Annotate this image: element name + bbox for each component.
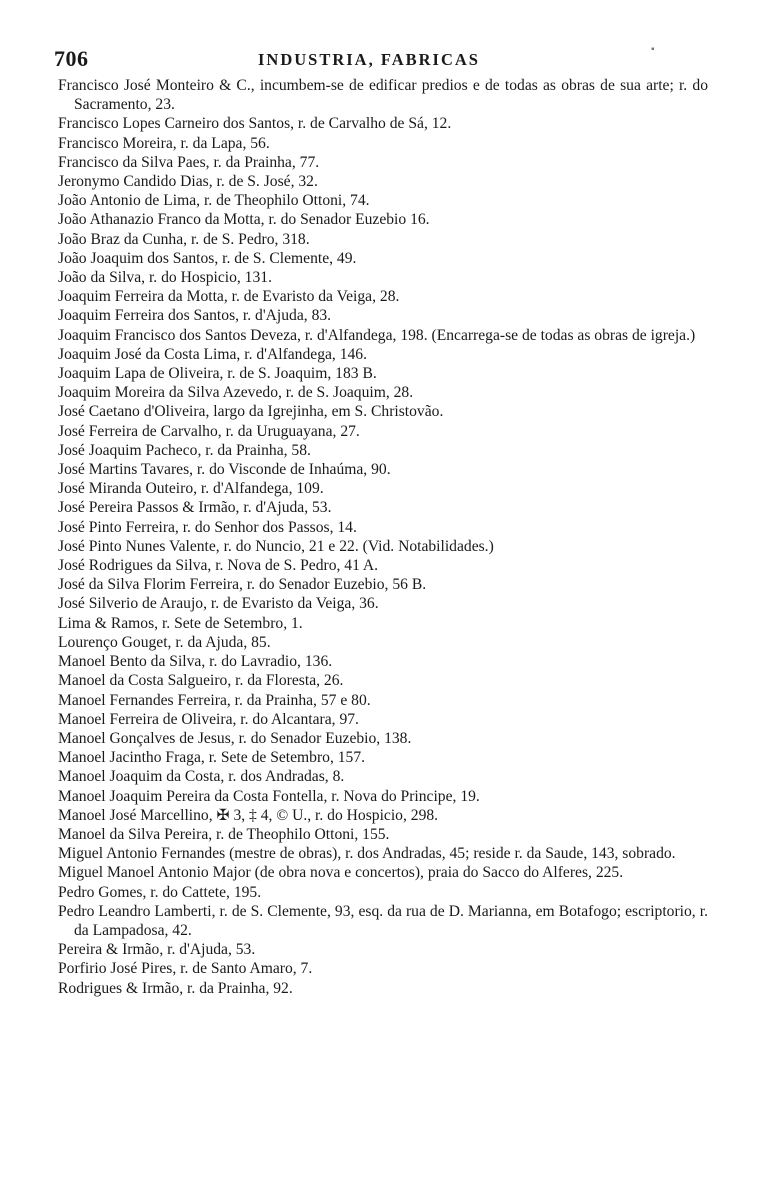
list-item: Manoel Fernandes Ferreira, r. da Prainha, 57 e 80.	[58, 691, 371, 709]
list-item: Francisco Moreira, r. da Lapa, 56.	[58, 134, 270, 152]
list-item: José Silverio de Araujo, r. de Evaristo da Veiga, 36.	[58, 595, 379, 613]
list-item: Pedro Leandro Lamberti, r. de S. Clemente, 93, esq. da rua de D. Marianna, em Botafogo; escriptorio, r. da Lampadosa, 42.	[58, 902, 708, 939]
list-item: João Braz da Cunha, r. de S. Pedro, 318.	[58, 230, 310, 248]
list-item: José Joaquim Pacheco, r. da Prainha, 58.	[58, 441, 311, 459]
list-item: Joaquim Francisco dos Santos Deveza, r. d'Alfandega, 198. (Encarrega-se de todas as obras de igreja.)	[58, 326, 696, 344]
list-item: José Rodrigues da Silva, r. Nova de S. Pedro, 41 A.	[58, 557, 379, 575]
list-item: José Pinto Nunes Valente, r. do Nuncio, 21 e 22. (Vid. Notabilidades.)	[58, 537, 494, 555]
list-item: Manoel da Silva Pereira, r. de Theophilo Ottoni, 155.	[58, 825, 390, 843]
running-head: INDUSTRIA, FABRICAS	[258, 50, 480, 69]
list-item: Rodrigues & Irmão, r. da Prainha, 92.	[58, 979, 293, 997]
list-item: Francisco José Monteiro & C., incumbem-se de edificar predios e de todas as obras de sua arte; r. do Sacramento, 23.	[58, 77, 708, 114]
stray-mark: ▪	[651, 44, 655, 55]
list-item: João da Silva, r. do Hospicio, 131.	[58, 269, 272, 287]
list-item: Manoel Gonçalves de Jesus, r. do Senador Euzebio, 138.	[58, 729, 412, 747]
list-item: João Joaquim dos Santos, r. de S. Clemente, 49.	[58, 249, 357, 267]
list-item: Jeronymo Candido Dias, r. de S. José, 32.	[58, 173, 318, 191]
list-item: Manoel Jacintho Fraga, r. Sete de Setembro, 157.	[58, 749, 366, 767]
list-item: Manoel Joaquim da Costa, r. dos Andradas, 8.	[58, 768, 345, 786]
list-item: João Athanazio Franco da Motta, r. do Senador Euzebio 16.	[58, 211, 430, 229]
list-item: Joaquim Ferreira da Motta, r. de Evaristo da Veiga, 28.	[58, 288, 400, 306]
list-item: Joaquim Ferreira dos Santos, r. d'Ajuda, 83.	[58, 307, 332, 325]
entry-list	[58, 76, 708, 998]
list-item: Porfirio José Pires, r. de Santo Amaro, 7.	[58, 960, 313, 978]
page-number: 706	[54, 46, 89, 71]
list-item: Lima & Ramos, r. Sete de Setembro, 1.	[58, 614, 303, 632]
list-item: Manoel Joaquim Pereira da Costa Fontella, r. Nova do Principe, 19.	[58, 787, 480, 805]
list-item: Manoel José Marcellino, ✠ 3, ‡ 4, © U., r. do Hospicio, 298.	[58, 806, 439, 824]
list-item: Manoel Bento da Silva, r. do Lavradio, 136.	[58, 653, 333, 671]
list-item: José Ferreira de Carvalho, r. da Uruguayana, 27.	[58, 422, 360, 440]
list-item: Manoel da Costa Salgueiro, r. da Floresta, 26.	[58, 672, 344, 690]
list-item: Miguel Antonio Fernandes (mestre de obras), r. dos Andradas, 45; reside r. da Saude, 143, sobrado.	[58, 845, 676, 863]
list-item: José Miranda Outeiro, r. d'Alfandega, 109.	[58, 480, 324, 498]
list-item: Joaquim Moreira da Silva Azevedo, r. de S. Joaquim, 28.	[58, 384, 414, 402]
list-item: Pedro Gomes, r. do Cattete, 195.	[58, 883, 262, 901]
list-item: José Caetano d'Oliveira, largo da Igrejinha, em S. Christovão.	[58, 403, 444, 421]
list-item: Pereira & Irmão, r. d'Ajuda, 53.	[58, 941, 256, 959]
list-item: José da Silva Florim Ferreira, r. do Senador Euzebio, 56 B.	[58, 576, 427, 594]
list-item: José Pinto Ferreira, r. do Senhor dos Passos, 14.	[58, 518, 357, 536]
list-item: Francisco Lopes Carneiro dos Santos, r. de Carvalho de Sá, 12.	[58, 115, 452, 133]
list-item: João Antonio de Lima, r. de Theophilo Ottoni, 74.	[58, 192, 370, 210]
list-item: Joaquim José da Costa Lima, r. d'Alfandega, 146.	[58, 345, 367, 363]
list-item: José Martins Tavares, r. do Visconde de Inhaúma, 90.	[58, 461, 391, 479]
list-item: José Pereira Passos & Irmão, r. d'Ajuda, 53.	[58, 499, 332, 517]
list-item: Lourenço Gouget, r. da Ajuda, 85.	[58, 633, 271, 651]
list-item: Miguel Manoel Antonio Major (de obra nova e concertos), praia do Sacco do Alferes, 225.	[58, 864, 624, 882]
list-item: Francisco da Silva Paes, r. da Prainha, 77.	[58, 153, 320, 171]
list-item: Manoel Ferreira de Oliveira, r. do Alcantara, 97.	[58, 710, 359, 728]
list-item: Joaquim Lapa de Oliveira, r. de S. Joaquim, 183 B.	[58, 365, 377, 383]
